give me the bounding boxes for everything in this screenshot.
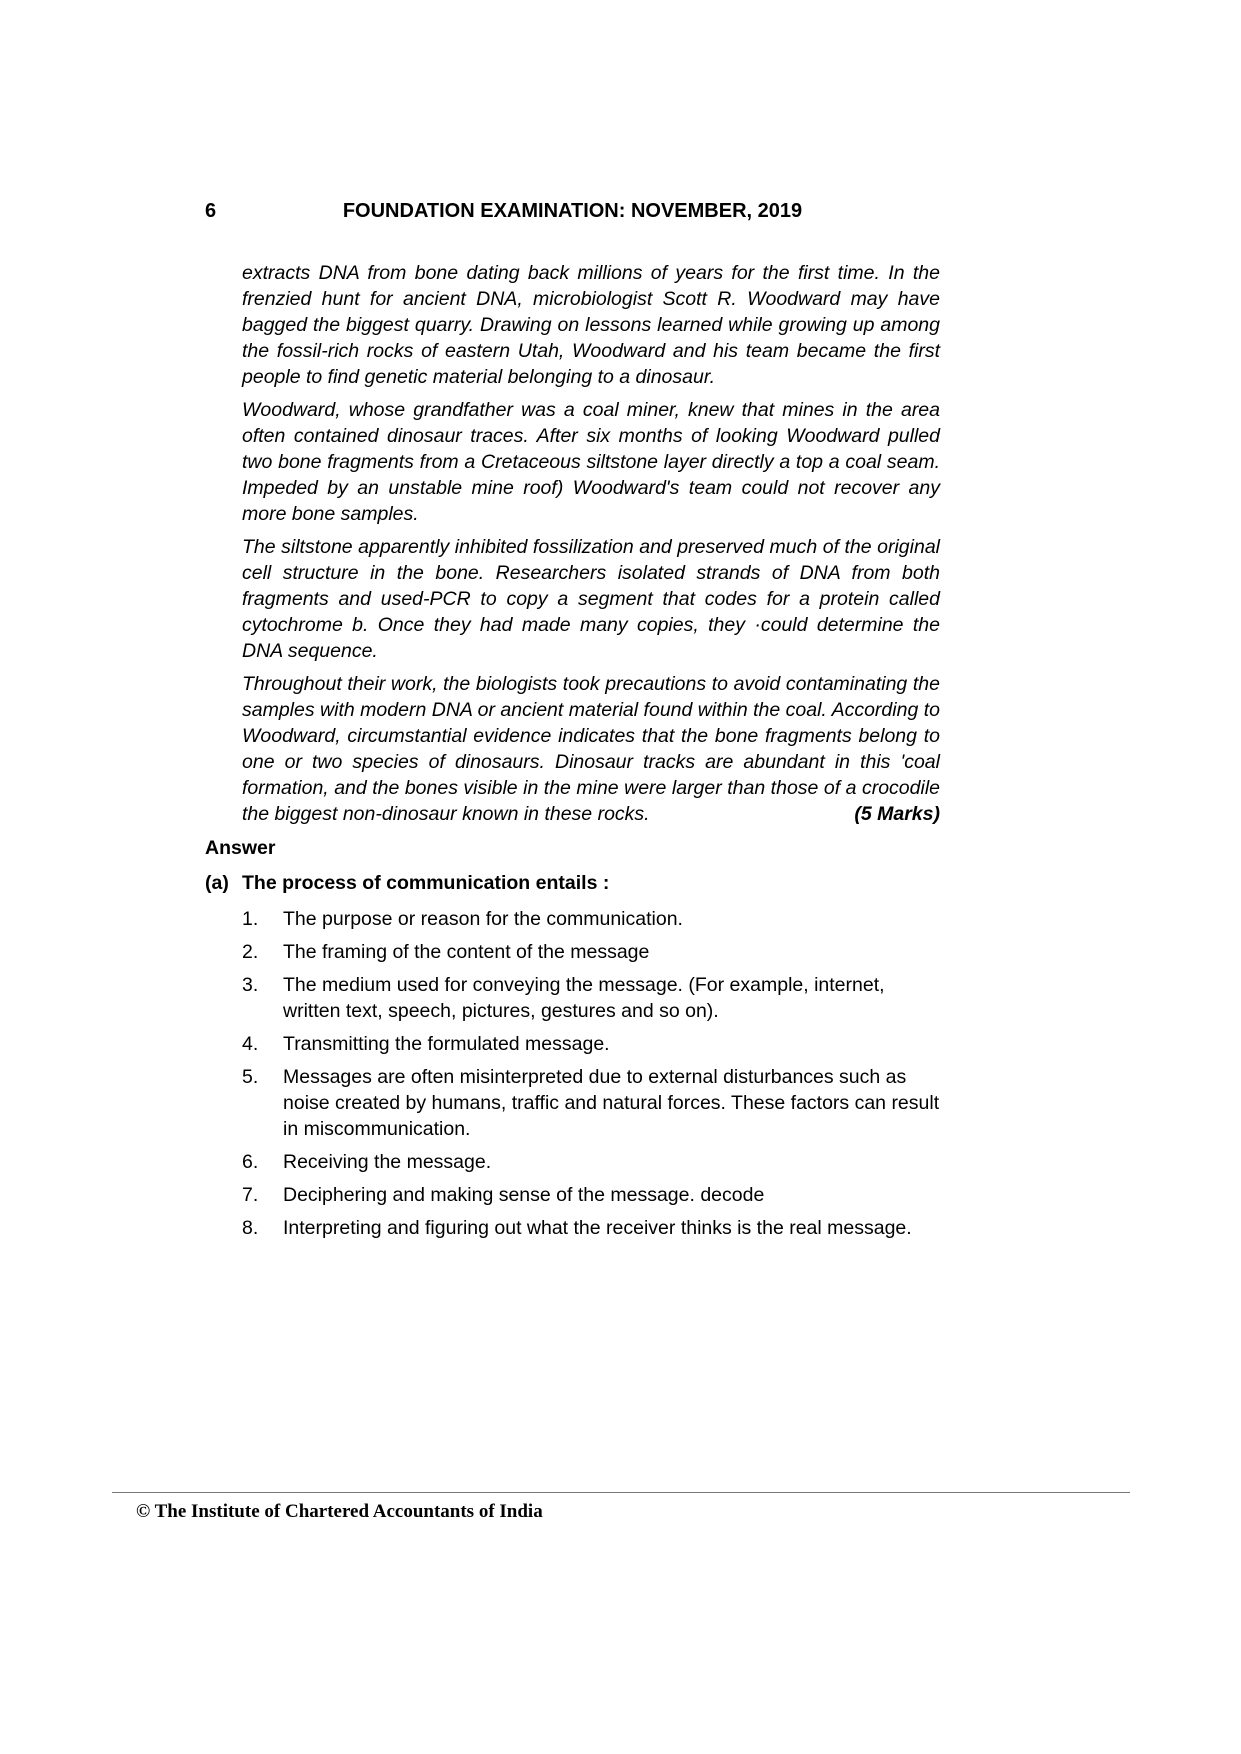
page-header <box>205 198 940 224</box>
point-text: The purpose or reason for the communication. <box>283 908 683 930</box>
passage-paragraph-4 <box>205 671 940 827</box>
answer-item-a <box>205 870 940 896</box>
point-text: The framing of the content of the message <box>283 941 650 963</box>
page-number: 6 <box>205 200 217 222</box>
answer-point <box>242 1182 940 1208</box>
point-number: 3. <box>242 974 259 996</box>
header-title: FOUNDATION EXAMINATION: NOVEMBER, 2019 <box>342 200 803 222</box>
point-number: 1. <box>242 908 259 930</box>
answer-point <box>242 939 940 965</box>
point-text: Receiving the message. <box>283 1151 492 1173</box>
passage-paragraph-3: The siltstone apparently inhibited fossilization and preserved much of the original cell structure in the bone. Researchers isolated strands of DNA from both fragments and used-PCR to copy a segment that codes for a protein called cytochrome b. Once they had made many copies, they ·could determine the DNA sequence. <box>242 536 940 662</box>
point-text: Interpreting and figuring out what the receiver thinks is the real message. <box>283 1217 912 1239</box>
point-text: The medium used for conveying the message. (For example, internet, written text, speech, pictures, gestures and so on). <box>283 974 885 1022</box>
passage-paragraph-2: Woodward, whose grandfather was a coal miner, knew that mines in the area often contained dinosaur traces. After six months of looking Woodward pulled two bone fragments from a Cretaceous siltstone layer directly a top a coal seam. Impeded by an unstable mine roof) Woodward's team could not recover any more bone samples. <box>242 399 940 525</box>
answer-point <box>242 1149 940 1175</box>
passage-section <box>205 260 940 827</box>
answer-point <box>242 972 940 1024</box>
answer-points-list <box>205 906 940 1241</box>
point-number: 7. <box>242 1184 259 1206</box>
point-number: 8. <box>242 1217 259 1239</box>
answer-point <box>242 1215 940 1241</box>
point-text: Messages are often misinterpreted due to external disturbances such as noise created by humans, traffic and natural forces. These factors can result in miscommunication. <box>283 1066 940 1140</box>
point-number: 4. <box>242 1033 259 1055</box>
answer-item-label: (a) <box>205 872 229 894</box>
point-number: 6. <box>242 1151 259 1173</box>
answer-item-title: The process of communication entails : <box>242 872 610 894</box>
marks-label: (5 Marks) <box>854 803 940 825</box>
answer-point <box>242 1064 940 1142</box>
passage-paragraph-1: extracts DNA from bone dating back millions of years for the first time. In the frenzied hunt for ancient DNA, microbiologist Scott R. Woodward may have bagged the biggest quarry. Drawing on lessons learned while growing up among the fossil-rich rocks of eastern Utah, Woodward and his team became the first people to find genetic material belonging to a dinosaur. <box>242 262 940 388</box>
answer-heading: Answer <box>205 837 276 859</box>
point-text: Transmitting the formulated message. <box>283 1033 610 1055</box>
footer-copyright: © The Institute of Chartered Accountants of India <box>136 1501 543 1522</box>
point-number: 2. <box>242 941 259 963</box>
point-text: Deciphering and making sense of the message. decode <box>283 1184 765 1206</box>
answer-point <box>242 1031 940 1057</box>
point-number: 5. <box>242 1066 259 1088</box>
answer-point <box>242 906 940 932</box>
footer-divider <box>112 1492 1130 1493</box>
passage-paragraph-4-text: Throughout their work, the biologists took precautions to avoid contaminating the samples with modern DNA or ancient material found within the coal. According to Woodward, circumstantial evidence indicates that the bone fragments belong to one or two species of dinosaurs. Dinosaur tracks are abundant in this 'coal formation, and the bones visible in the mine were larger than those of a crocodile the biggest non-dinosaur known in these rocks. <box>242 673 940 825</box>
page-content <box>205 198 940 1248</box>
